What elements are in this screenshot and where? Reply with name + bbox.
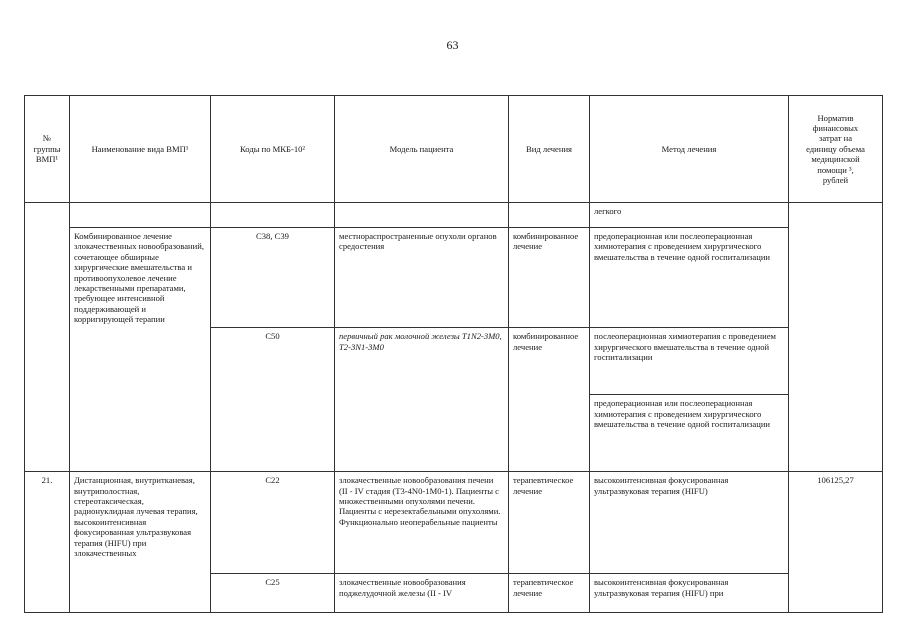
cell-cost: 106125,27 [789, 472, 883, 574]
cell-model [335, 395, 509, 472]
cell-icd: C22 [211, 472, 335, 574]
header-treatment-type: Вид лечения [509, 96, 590, 203]
cell-vmp-name [70, 328, 211, 395]
cell-group-number: 21. [25, 472, 70, 574]
cell-vmp-name: Комбинированное лечение злокачественных новообразований, сочетающее обширные хирургические вмешательства и противоопухолевое лечение лекарственными препаратами, требующее интенсивной поддерживающей и корригирующей терапии [70, 228, 211, 328]
cell-type: комбинированное лечение [509, 228, 590, 328]
header-icd-codes: Коды по МКБ-10² [211, 96, 335, 203]
header-vmp-name: Наименование вида ВМП¹ [70, 96, 211, 203]
header-treatment-method: Метод лечения [590, 96, 789, 203]
table-row [25, 395, 883, 472]
vmp-table [24, 95, 883, 613]
table-row [25, 228, 883, 328]
table-header-row [25, 96, 883, 203]
cell-type [509, 395, 590, 472]
cell-model: местнораспространенные опухоли органов средостения [335, 228, 509, 328]
cell-icd: C50 [211, 328, 335, 395]
header-cost-norm: Норматив финансовых затрат на единицу объема медицинской помощи ³, рублей [789, 96, 883, 203]
table-row [25, 472, 883, 574]
cell-group-number [25, 203, 70, 228]
cell-type [509, 203, 590, 228]
cell-cost [789, 203, 883, 228]
cell-type: комбинированное лечение [509, 328, 590, 395]
cell-model: первичный рак молочной железы T1N2-3M0, T2-3N1-3M0 [335, 328, 509, 395]
page-number: 63 [446, 38, 459, 52]
cell-group-number [25, 574, 70, 613]
cell-cost [789, 395, 883, 472]
cell-method: предоперационная или послеоперационная химиотерапия с проведением хирургического вмешательства в течение одной госпитализации [590, 228, 789, 328]
cell-icd: C38, C39 [211, 228, 335, 328]
cell-method: легкого [590, 203, 789, 228]
table-row [25, 328, 883, 395]
cell-group-number [25, 395, 70, 472]
cell-type: терапевтическое лечение [509, 472, 590, 574]
cell-cost [789, 574, 883, 613]
cell-model [335, 203, 509, 228]
cell-cost [789, 328, 883, 395]
cell-method: высокоинтенсивная фокусированная ультразвуковая терапия (HIFU) при [590, 574, 789, 613]
header-group-number: № группы ВМП¹ [25, 96, 70, 203]
cell-method: предоперационная или послеоперационная химиотерапия с проведением хирургического вмешательства в течение одной госпитализации [590, 395, 789, 472]
cell-icd: C25 [211, 574, 335, 613]
cell-model: злокачественные новообразования поджелудочной железы (II - IV [335, 574, 509, 613]
table-row [25, 574, 883, 613]
cell-icd [211, 395, 335, 472]
cell-method: высокоинтенсивная фокусированная ультразвуковая терапия (HIFU) [590, 472, 789, 574]
cell-model: злокачественные новообразования печени (II - IV стадия (T3-4N0-1M0-1). Пациенты с множественными опухолями печени. Пациенты с нерезектабельными опухолями. Функционально неоперабельные пациенты [335, 472, 509, 574]
cell-type: терапевтическое лечение [509, 574, 590, 613]
table-row [25, 203, 883, 228]
cell-vmp-name: Дистанционная, внутритканевая, внутриполостная, стереотаксическая, радионуклидная лучевая терапия, высокоинтенсивная фокусированная ультразвуковая терапия (HIFU) при злокачественных [70, 472, 211, 574]
header-patient-model: Модель пациента [335, 96, 509, 203]
cell-cost [789, 228, 883, 328]
cell-vmp-name [70, 395, 211, 472]
cell-method: послеоперационная химиотерапия с проведением хирургического вмешательства в течение одной госпитализации [590, 328, 789, 395]
cell-vmp-name [70, 203, 211, 228]
cell-icd [211, 203, 335, 228]
cell-vmp-name [70, 574, 211, 613]
cell-group-number [25, 228, 70, 328]
cell-group-number [25, 328, 70, 395]
